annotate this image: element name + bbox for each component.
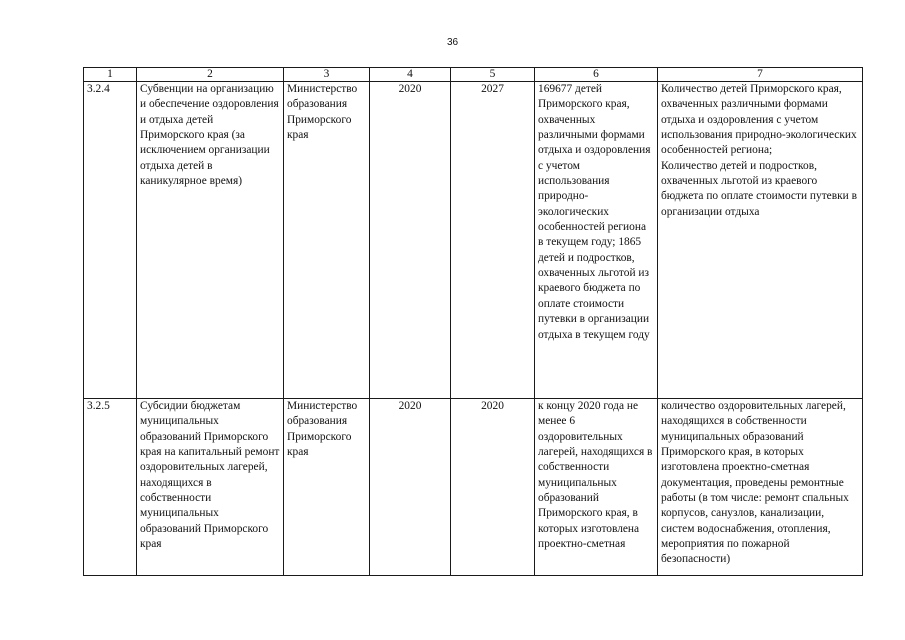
measure-name: Субсидии бюджетам муниципальных образований Приморского края на капитальный ремонт оздоровительных лагерей, находящихся в собственности муниципальных образований Приморского края (137, 399, 284, 576)
column-header: 7 (658, 68, 863, 82)
table-row (84, 399, 863, 576)
end-year: 2020 (451, 399, 535, 576)
column-header: 1 (84, 68, 137, 82)
expected-result: 169677 детей Приморского края, охваченных различными формами отдыха и оздоровления с учетом использования природно-экологических особенностей региона в текущем году; 1865 детей и подростков, охваченных льготой из краевого бюджета по оплате стоимости путевки в организации отдыха в текущем году (535, 82, 658, 399)
measure-executor: Министерство образования Приморского края (284, 399, 370, 576)
measure-number: 3.2.5 (84, 399, 137, 576)
start-year: 2020 (370, 399, 451, 576)
column-header: 3 (284, 68, 370, 82)
measure-executor: Министерство образования Приморского края (284, 82, 370, 399)
expected-result: к концу 2020 года не менее 6 оздоровительных лагерей, находящихся в собственности муниципальных образований Приморского края, в которых изготовлена проектно-сметная (535, 399, 658, 576)
column-header: 6 (535, 68, 658, 82)
table-header-row (84, 68, 863, 82)
column-header: 4 (370, 68, 451, 82)
measure-name: Субвенции на организацию и обеспечение оздоровления и отдыха детей Приморского края (за исключением организации отдыха детей в каникулярное время) (137, 82, 284, 399)
program-measures-table (83, 67, 863, 576)
start-year: 2020 (370, 82, 451, 399)
page-number: 36 (446, 37, 459, 48)
column-header: 5 (451, 68, 535, 82)
measure-number: 3.2.4 (84, 82, 137, 399)
indicator: Количество детей Приморского края, охваченных различными формами отдыха и оздоровления с учетом использования природно-экологических особенностей региона; Количество детей и подростков, охваченных льготой из краевого бюджета по оплате стоимости путевки в организации отдыха (658, 82, 863, 399)
table-row (84, 82, 863, 399)
indicator: количество оздоровительных лагерей, находящихся в собственности муниципальных образований Приморского края, в которых изготовлена проектно-сметная документация, проведены ремонтные работы (в том числе: ремонт спальных корпусов, санузлов, канализации, систем водоснабжения, отопления, мероприятия по пожарной безопасности) (658, 399, 863, 576)
end-year: 2027 (451, 82, 535, 399)
column-header: 2 (137, 68, 284, 82)
